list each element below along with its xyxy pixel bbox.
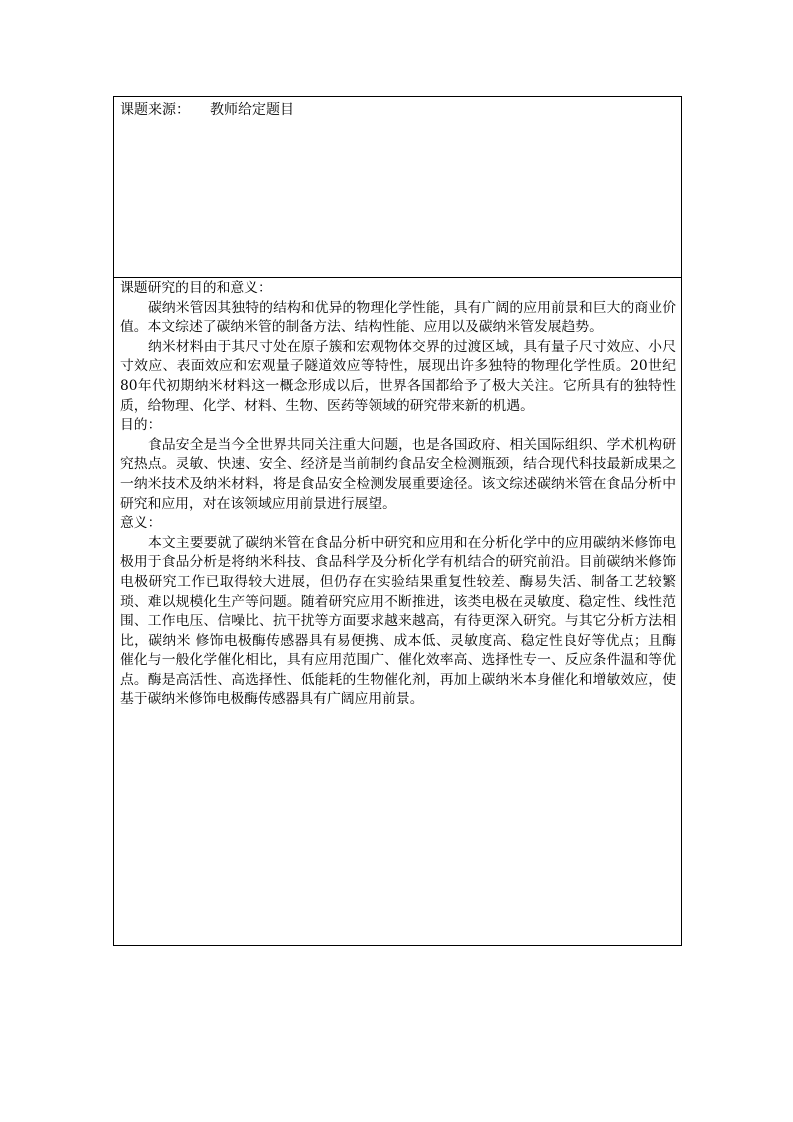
topic-source-label: 课题来源： <box>120 102 190 118</box>
research-purpose-cell <box>114 278 681 945</box>
purpose-heading: 课题研究的目的和意义： <box>120 280 272 296</box>
goal-paragraph: 食品安全是当今全世界共同关注重大问题，也是各国政府、相关国际组织、学术机构研究热点。灵敏、快速、安全、经济是当前制约食品安全检测瓶颈，结合现代科技最新成果之一纳米技术及纳米材料，将是食品安全检测发展重要途径。该文综述碳纳米管在食品分析中研究和应用，对在该领域应用前景进行展望。 <box>120 436 676 512</box>
research-purpose-text <box>120 279 676 710</box>
intro-paragraph-1: 碳纳米管因其独特的结构和优异的物理化学性能，具有广阔的应用前景和巨大的商业价值。本文综述了碳纳米管的制备方法、结构性能、应用以及碳纳米管发展趋势。 <box>120 299 676 336</box>
topic-source-cell <box>114 97 681 278</box>
significance-label: 意义： <box>120 515 162 532</box>
topic-source-value: 教师给定题目 <box>210 102 294 118</box>
intro-paragraph-2: 纳米材料由于其尺寸处在原子簇和宏观物体交界的过渡区域，具有量子尺寸效应、小尺寸效应、表面效应和宏观量子隧道效应等特性，展现出许多独特的物理化学性质。20世纪80年代初期纳米材料这一概念形成以后，世界各国都给予了极大关注。它所具有的独特性质，给物理、化学、材料、生物、医药等领域的研究带来新的机遇。 <box>120 338 676 414</box>
proposal-form-table <box>113 96 682 946</box>
topic-source-line <box>120 100 294 120</box>
goal-label: 目的： <box>120 417 162 434</box>
significance-paragraph: 本文主要要就了碳纳米管在食品分析中研究和应用和在分析化学中的应用碳纳米修饰电极用于食品分析是将纳米科技、食品科学及分析化学有机结合的研究前沿。目前碳纳米修饰电极研究工作已取得较大进展，但仍存在实验结果重复性较差、酶易失活、制备工艺较繁琐、难以规模化生产等问题。随着研究应用不断推进，该类电极在灵敏度、稳定性、线性范围、工作电压、信噪比、抗干扰等方面要求越来越高，有待更深入研究。与其它分析方法相比，碳纳米 修饰电极酶传感器具有易便携、成本低、灵敏度高、稳定性良好等优点；且酶催化与一般化学催化相比，具有应用范围广、催化效率高、选择性专一、反应条件温和等优点。酶是高活性、高选择性、低能耗的生物催化剂，再加上碳纳米本身催化和增敏效应，使基于碳纳米修饰电极酶传感器具有广阔应用前景。 <box>120 534 676 708</box>
